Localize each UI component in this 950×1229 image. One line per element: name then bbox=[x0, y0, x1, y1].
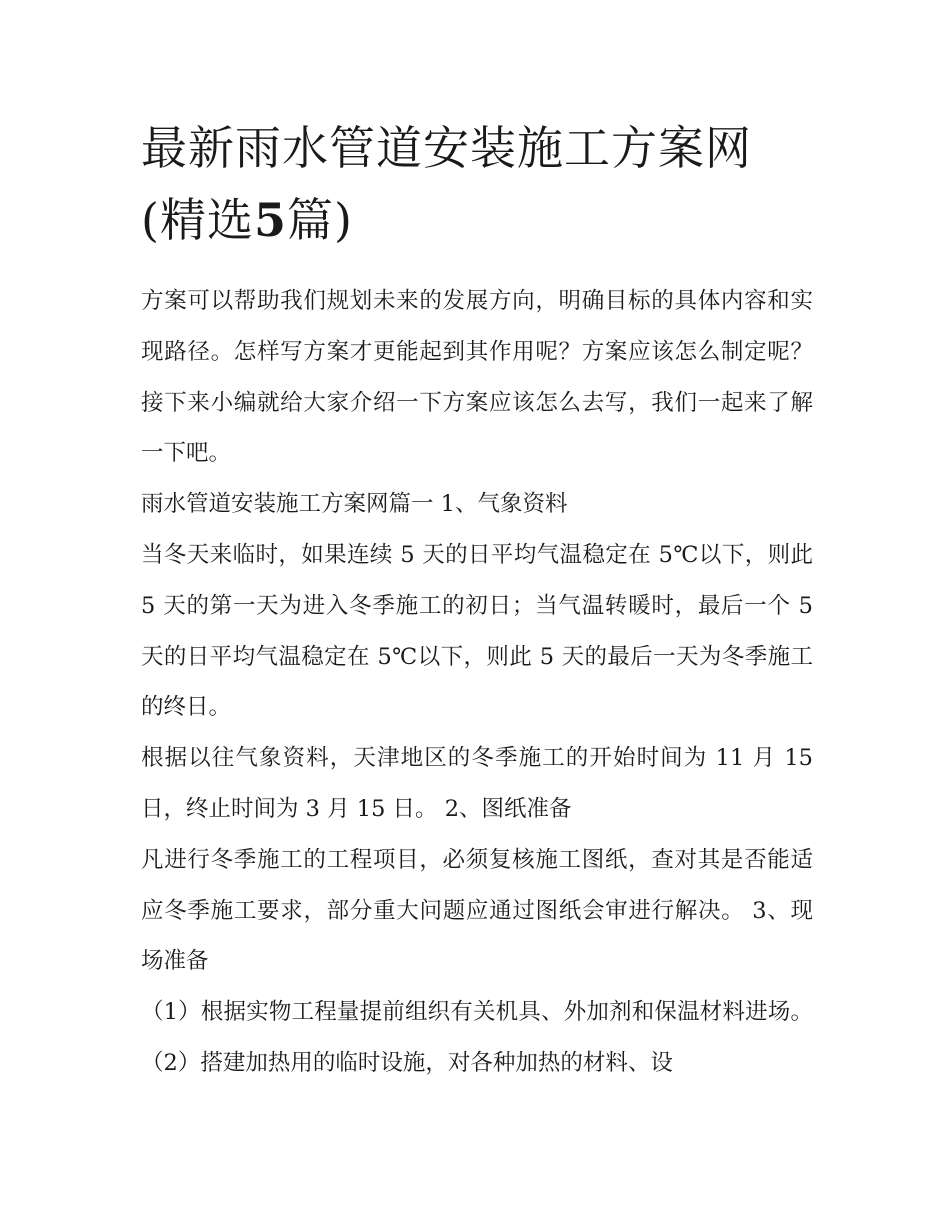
paragraph-site-preparation: （1）根据实物工程量提前组织有关机具、外加剂和保温材料进场。 （2）搭建加热用的临时设施，对各种加热的材料、设 bbox=[141, 999, 813, 1076]
paragraph-tianjin-schedule: 根据以往气象资料，天津地区的冬季施工的开始时间为 11 月 15 日，终止时间为 3 月 15 日。 2、图纸准备 bbox=[141, 745, 813, 822]
title-line-2-number: 5 bbox=[253, 193, 287, 247]
document-page bbox=[141, 112, 813, 1089]
title-line-1: 最新雨水管道安装施工方案网 bbox=[141, 121, 752, 175]
paragraph-weather-definition: 当冬天来临时，如果连续 5 天的日平均气温稳定在 5℃以下，则此 5 天的第一天为进入冬季施工的初日；当气温转暖时，最后一个 5 天的日平均气温稳定在 5℃以下，则此 5 天的最后一天为冬季施工的终日。 bbox=[141, 541, 813, 721]
document-title bbox=[141, 112, 813, 256]
title-line-2-suffix: 篇) bbox=[286, 193, 353, 247]
paragraph-section-heading: 雨水管道安装施工方案网篇一 1、气象资料 bbox=[141, 491, 568, 518]
document-body bbox=[141, 276, 813, 1089]
paragraph-intro: 方案可以帮助我们规划未来的发展方向，明确目标的具体内容和实现路径。怎样写方案才更能起到其作用呢？方案应该怎么制定呢？接下来小编就给大家介绍一下方案应该怎么去写，我们一起来了解一下吧。 bbox=[141, 288, 813, 467]
paragraph-drawing-review: 凡进行冬季施工的工程项目，必须复核施工图纸，查对其是否能适应冬季施工要求，部分重大问题应通过图纸会审进行解决。 3、现场准备 bbox=[141, 846, 813, 975]
title-line-2-prefix: (精选 bbox=[141, 193, 254, 247]
